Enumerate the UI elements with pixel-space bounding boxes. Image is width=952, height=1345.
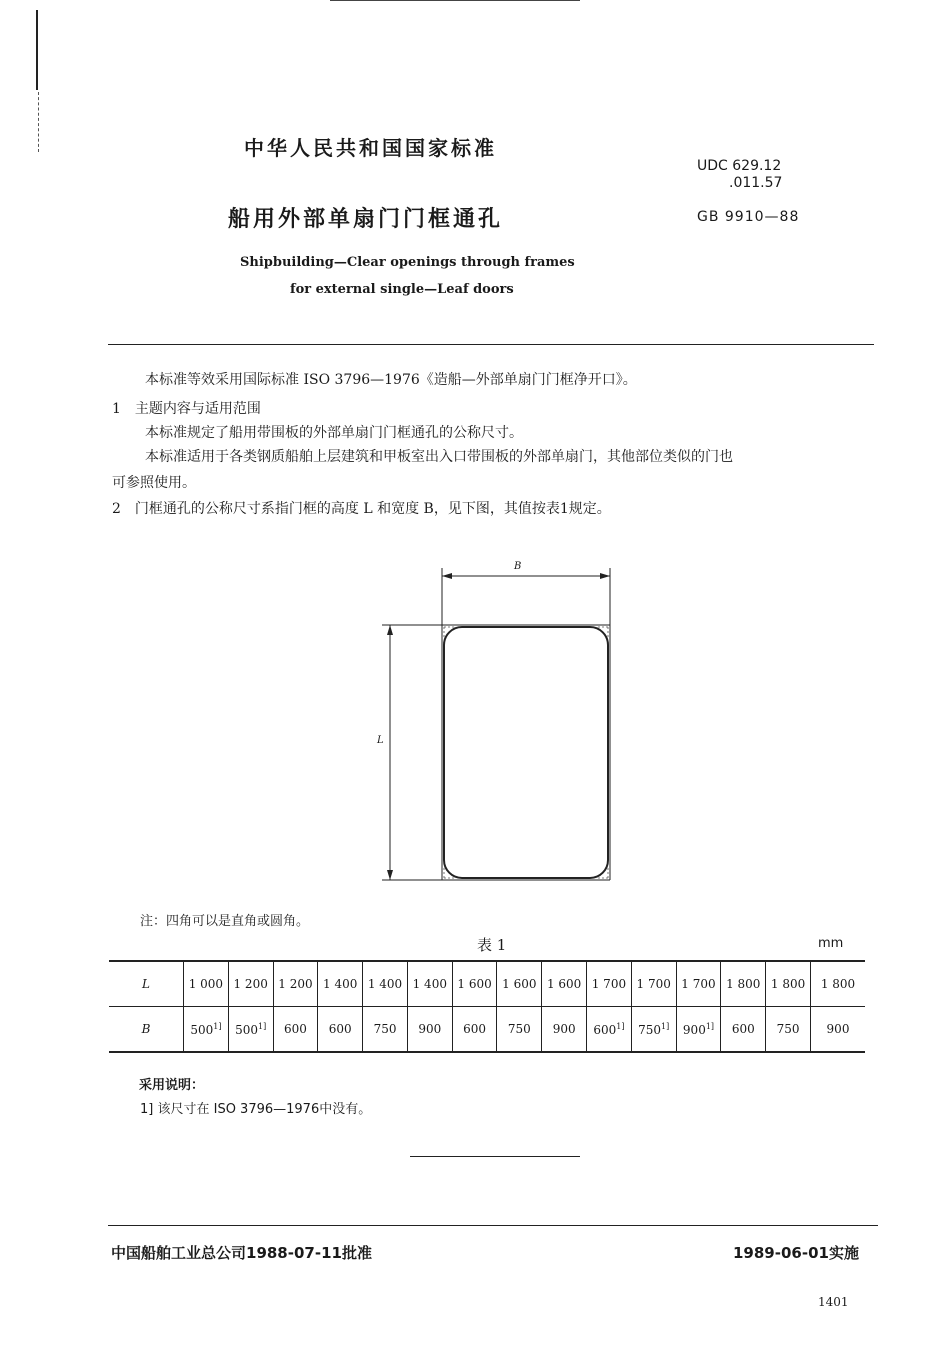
width-label-b: B bbox=[514, 561, 522, 572]
section1-paragraph2: 本标准适用于各类钢质船舶上层建筑和甲板室出入口带围板的外部单扇门，其他部位类似的门也 bbox=[145, 449, 733, 465]
l-cell: 1 600 bbox=[542, 961, 587, 1007]
section1-paragraph1: 本标准规定了船用带围板的外部单扇门门框通孔的公称尺寸。 bbox=[145, 425, 523, 441]
table-row-l bbox=[109, 961, 865, 1007]
section1-paragraph2-cont: 可参照使用。 bbox=[112, 475, 196, 491]
b-cell bbox=[184, 1007, 229, 1053]
b-cell: 750 bbox=[363, 1007, 408, 1053]
b-value: 500 bbox=[235, 1022, 259, 1037]
l-cell: 1 400 bbox=[407, 961, 452, 1007]
b-value: 600 bbox=[593, 1022, 617, 1037]
b-cell: 600 bbox=[452, 1007, 497, 1053]
national-standard-heading: 中华人民共和国国家标准 bbox=[244, 136, 497, 160]
b-cell bbox=[587, 1007, 632, 1053]
l-cell: 1 200 bbox=[273, 961, 318, 1007]
table-unit: mm bbox=[818, 936, 844, 951]
l-cell: 1 800 bbox=[721, 961, 766, 1007]
section1-heading: 1 主题内容与适用范围 bbox=[112, 401, 261, 417]
top-rule bbox=[330, 0, 580, 1]
binding-dots bbox=[38, 92, 40, 152]
end-rule bbox=[410, 1156, 580, 1157]
b-cell bbox=[676, 1007, 721, 1053]
approval-statement: 中国船舶工业总公司1988-07-11批准 bbox=[111, 1244, 372, 1262]
english-title-line1: Shipbuilding—Clear openings through frames bbox=[240, 255, 575, 270]
footnote-mark: 1] bbox=[661, 1021, 670, 1031]
adoption-notes-title: 采用说明： bbox=[139, 1078, 205, 1093]
l-cell: 1 000 bbox=[184, 961, 229, 1007]
document-title: 船用外部单扇门门框通孔 bbox=[228, 207, 504, 232]
b-value: 750 bbox=[638, 1022, 662, 1037]
udc-subcode: .011.57 bbox=[729, 175, 783, 191]
b-cell: 600 bbox=[273, 1007, 318, 1053]
b-cell: 750 bbox=[497, 1007, 542, 1053]
english-title-line2: for external single—Leaf doors bbox=[290, 282, 514, 297]
section2-paragraph: 2 门框通孔的公称尺寸系指门框的高度 L 和宽度 B，见下图，其值按表1规定。 bbox=[112, 501, 611, 517]
b-cell bbox=[631, 1007, 676, 1053]
header-rule bbox=[108, 344, 874, 345]
row-label-l: L bbox=[109, 961, 184, 1007]
gb-number: GB 9910—88 bbox=[697, 209, 800, 225]
footnote-mark: 1] bbox=[705, 1021, 715, 1031]
effective-date: 1989-06-01实施 bbox=[733, 1244, 859, 1262]
l-cell: 1 800 bbox=[811, 961, 866, 1007]
l-cell: 1 400 bbox=[363, 961, 408, 1007]
binding-mark bbox=[36, 10, 38, 90]
b-value: 900 bbox=[682, 1022, 706, 1037]
b-cell: 900 bbox=[542, 1007, 587, 1053]
b-value: 500 bbox=[190, 1022, 214, 1037]
door-frame-diagram bbox=[380, 560, 630, 890]
footer-rule bbox=[108, 1225, 878, 1226]
height-label-l: L bbox=[377, 735, 384, 746]
table-row-b bbox=[109, 1007, 865, 1053]
footnote-mark: 1] bbox=[258, 1021, 267, 1031]
l-cell: 1 400 bbox=[318, 961, 363, 1007]
b-cell: 750 bbox=[766, 1007, 811, 1053]
adoption-note-1: 1] 该尺寸在 ISO 3796—1976中没有。 bbox=[140, 1102, 372, 1117]
l-cell: 1 600 bbox=[497, 961, 542, 1007]
figure-note: 注：四角可以是直角或圆角。 bbox=[140, 914, 310, 929]
adoption-statement: 本标准等效采用国际标准 ISO 3796—1976《造船—外部单扇门门框净开口》。 bbox=[145, 372, 637, 388]
b-cell: 900 bbox=[407, 1007, 452, 1053]
footnote-mark: 1] bbox=[213, 1021, 222, 1031]
l-cell: 1 700 bbox=[587, 961, 632, 1007]
l-cell: 1 200 bbox=[228, 961, 273, 1007]
b-cell bbox=[228, 1007, 273, 1053]
footnote-mark: 1] bbox=[616, 1021, 625, 1031]
table-title: 表 1 bbox=[477, 936, 507, 954]
dimensions-table bbox=[109, 960, 865, 1053]
b-cell: 900 bbox=[811, 1007, 866, 1053]
b-cell: 600 bbox=[721, 1007, 766, 1053]
udc-code: UDC 629.12 bbox=[697, 158, 782, 174]
l-cell: 1 600 bbox=[452, 961, 497, 1007]
l-cell: 1 700 bbox=[676, 961, 721, 1007]
l-cell: 1 800 bbox=[766, 961, 811, 1007]
page-number: 1401 bbox=[818, 1295, 849, 1309]
b-cell: 600 bbox=[318, 1007, 363, 1053]
row-label-b: B bbox=[109, 1007, 184, 1053]
l-cell: 1 700 bbox=[631, 961, 676, 1007]
